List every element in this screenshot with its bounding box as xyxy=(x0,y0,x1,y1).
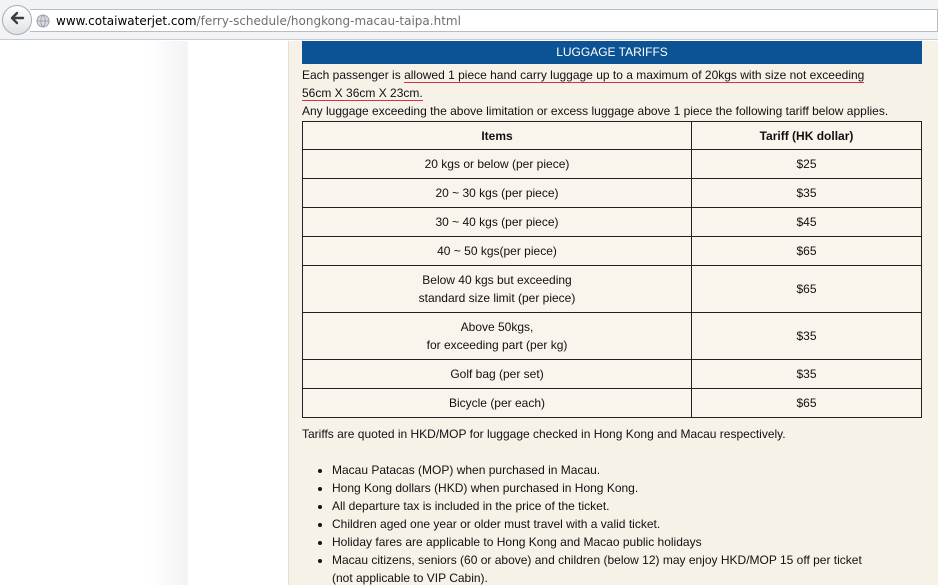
tariff-cell: $65 xyxy=(692,237,922,266)
section-header: LUGGAGE TARIFFS xyxy=(302,41,922,64)
list-item: • Macau Patacas (MOP) when purchased in Macau. xyxy=(332,461,922,479)
back-arrow-icon xyxy=(9,10,25,31)
tariff-cell: $25 xyxy=(692,150,922,179)
address-bar[interactable] xyxy=(30,9,938,32)
item-line-2: standard size limit (per piece) xyxy=(418,291,576,305)
item-line-2: for exceeding part (per kg) xyxy=(426,338,568,352)
browser-toolbar xyxy=(0,0,938,40)
list-item-continuation: (not applicable to VIP Cabin). xyxy=(332,571,488,585)
tariff-cell: $35 xyxy=(692,360,922,389)
intro-highlight-a: allowed 1 piece hand carry luggage up to a maximum of 20kgs with size not exceeding xyxy=(404,68,865,82)
list-item: • Hong Kong dollars (HKD) when purchased in Hong Kong. xyxy=(332,479,922,497)
globe-icon xyxy=(36,14,50,28)
list-item: • Children aged one year or older must travel with a valid ticket. xyxy=(332,515,922,533)
table-row xyxy=(303,266,922,313)
luggage-tariffs-section xyxy=(302,41,922,585)
tariff-table xyxy=(302,121,922,418)
tariff-cell: $45 xyxy=(692,208,922,237)
list-item-text: Macau citizens, seniors (60 or above) and children (below 12) may enjoy HKD/MOP 15 off per ticket xyxy=(332,553,862,567)
left-margin xyxy=(0,41,188,585)
table-header-row xyxy=(303,122,922,150)
tariff-cell: $35 xyxy=(692,313,922,360)
intro-paragraph-2: Any luggage exceeding the above limitation or excess luggage above 1 piece the following tariff below applies. xyxy=(302,104,889,118)
item-cell: 30 ~ 40 kgs (per piece) xyxy=(303,208,692,237)
intro-paragraph xyxy=(302,66,922,102)
table-row xyxy=(303,179,922,208)
intro-highlight-b: 56cm X 36cm X 23cm. xyxy=(302,86,423,100)
item-cell: Golf bag (per set) xyxy=(303,360,692,389)
item-cell: 20 ~ 30 kgs (per piece) xyxy=(303,179,692,208)
item-cell: 20 kgs or below (per piece) xyxy=(303,150,692,179)
tariff-cell: $35 xyxy=(692,179,922,208)
table-row xyxy=(303,208,922,237)
url-domain: www.cotaiwaterjet.com xyxy=(56,13,197,28)
item-line-1: Above 50kgs, xyxy=(460,320,534,334)
item-cell xyxy=(303,313,692,360)
list-item: • Holiday fares are applicable to Hong Kong and Macao public holidays xyxy=(332,533,922,551)
item-cell: 40 ~ 50 kgs(per piece) xyxy=(303,237,692,266)
table-row xyxy=(303,313,922,360)
tariff-cell: $65 xyxy=(692,389,922,418)
item-cell: Bicycle (per each) xyxy=(303,389,692,418)
back-button[interactable] xyxy=(2,5,32,35)
fare-notes-list xyxy=(302,461,922,585)
item-cell xyxy=(303,266,692,313)
tariff-cell: $65 xyxy=(692,266,922,313)
table-row xyxy=(303,389,922,418)
url-path: /ferry-schedule/hongkong-macau-taipa.html xyxy=(196,13,461,28)
intro-prefix: Each passenger is xyxy=(302,68,405,82)
table-row xyxy=(303,360,922,389)
column-header-tariff: Tariff (HK dollar) xyxy=(692,122,922,150)
table-row xyxy=(303,150,922,179)
list-item: • All departure tax is included in the price of the ticket. xyxy=(332,497,922,515)
column-header-items: Items xyxy=(303,122,692,150)
table-row xyxy=(303,237,922,266)
item-line-1: Below 40 kgs but exceeding xyxy=(422,273,572,287)
tariff-note: Tariffs are quoted in HKD/MOP for luggage checked in Hong Kong and Macau respectively. xyxy=(302,427,786,441)
list-item xyxy=(332,551,922,585)
